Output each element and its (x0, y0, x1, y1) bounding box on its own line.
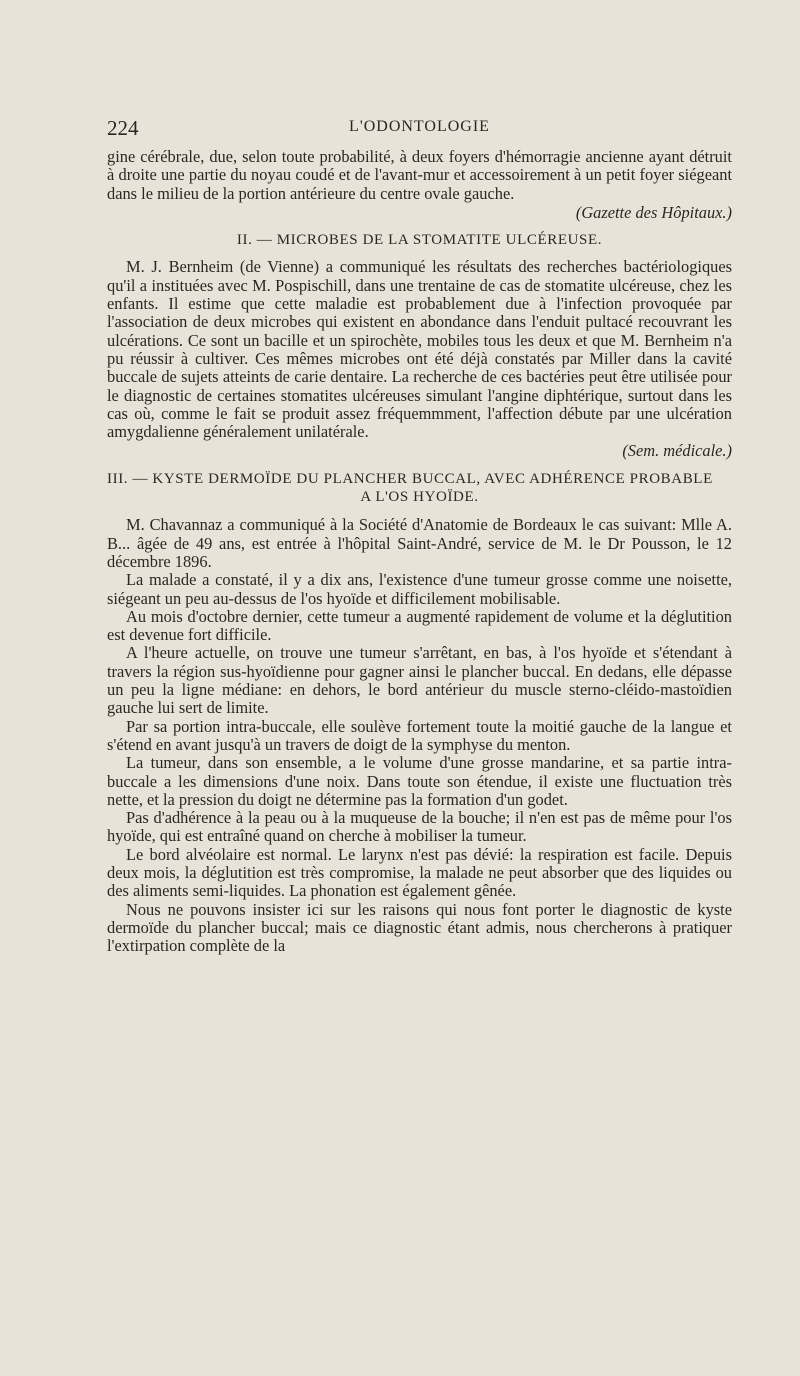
section-2-title: II. — MICROBES DE LA STOMATITE ULCÉREUSE. (236, 232, 603, 249)
section-3-paragraph: La tumeur, dans son ensemble, a le volume d'une grosse mandarine, et sa partie intra-buccale a les dimensions d'une noix. Dans toute son étendue, il existe une fluctuation très nette, et la pression du doigt ne détermine pas la formation d'un godet. (107, 753, 732, 809)
section-3-paragraph: Le bord alvéolaire est normal. Le larynx n'est pas dévié: la respiration est facile. Depuis deux mois, la déglutition est très compromise, la malade ne peut absorber que des liquides ou des aliments semi-liquides. La phonation est également gênée. (107, 844, 732, 901)
page-number: 224 (107, 116, 139, 140)
section-3-paragraph: Au mois d'octobre dernier, cette tumeur a augmenté rapidement de volume et la déglutition est devenue fort difficile. (107, 606, 732, 645)
running-title: L'ODONTOLOGIE (349, 118, 490, 135)
intro-paragraph: gine cérébrale, due, selon toute probabilité, à deux foyers d'hémorragie ancienne ayant détruit à droite une partie du noyau coudé et de l'avant-mur et accessoirement à un petit foyer siégeant dans le milieu de la portion antérieure du centre ovale gauche. (107, 147, 732, 203)
section-3-title-continued: A L'OS HYOÏDE. (360, 489, 479, 506)
section-3-paragraph: Pas d'adhérence à la peau ou à la muqueuse de la bouche; il n'en est pas de même pour l'os hyoïde, qui est entraîné quand on cherche à mobiliser la tumeur. (107, 808, 732, 846)
section-3-paragraph: La malade a constaté, il y a dix ans, l'existence d'une tumeur grosse comme une noisette, siégeant un peu au-dessus de l'os hyoïde et difficilement mobilisable. (107, 570, 732, 608)
page-header (107, 116, 732, 140)
section-3-paragraph: M. Chavannaz a communiqué à la Société d'Anatomie de Bordeaux le cas suivant: Mlle A. B... âgée de 49 ans, est entrée à l'hôpital Saint-André, service de M. le Dr Pousson, le 12 décembre 1896. (107, 515, 732, 571)
section-2-source: (Sem. médicale.) (622, 441, 732, 461)
body-text (107, 148, 732, 955)
section-3-paragraph: Par sa portion intra-buccale, elle soulève fortement toute la moitié gauche de la langue et s'étend en avant jusqu'à un travers de doigt de la symphyse du menton. (107, 716, 732, 754)
section-3-paragraph: A l'heure actuelle, on trouve une tumeur s'arrêtant, en bas, à l'os hyoïde et s'étendant à travers la région sus-hyoïdienne pour gagner ainsi le plancher buccal. En dedans, elle dépasse un peu la ligne médiane: en dehors, le bord antérieur du muscle sterno-cléido-mastoïdien gauche lui sert de limite. (107, 643, 732, 718)
section-3-title: III. — KYSTE DERMOÏDE DU PLANCHER BUCCAL, AVEC ADHÉRENCE PROBABLE (107, 470, 713, 487)
intro-source: (Gazette des Hôpitaux.) (575, 202, 732, 222)
section-2-paragraph: M. J. Bernheim (de Vienne) a communiqué les résultats des recherches bactériologiques qu'il a instituées avec M. Pospischill, dans une trentaine de cas de stomatite ulcéreuse, chez les enfants. Il estime que cette maladie est probablement due à l'infection provoquée par l'association de deux microbes qui existent en abondance dans l'enduit pultacé recouvrant les ulcérations. Ce sont un bacille et un spirochète, mobiles tous les deux et que M. Bernheim n'a pu réussir à cultiver. Ces mêmes microbes ont été déjà constatés par Miller dans la cavité buccale de sujets atteints de carie dentaire. La recherche de ces bactéries peut être utilisée pour le diagnostic de certaines stomatites ulcéreuses simulant l'angine diphtérique, surtout dans les cas où, comme le fait se produit assez fréquemmment, l'affection débute par une ulcération amygdalienne généralement unilatérale. (107, 257, 732, 442)
section-3-paragraph: Nous ne pouvons insister ici sur les raisons qui nous font porter le diagnostic de kyste dermoïde du plancher buccal; mais ce diagnostic étant admis, nous chercherons à pratiquer l'extirpation complète de la (107, 899, 732, 956)
